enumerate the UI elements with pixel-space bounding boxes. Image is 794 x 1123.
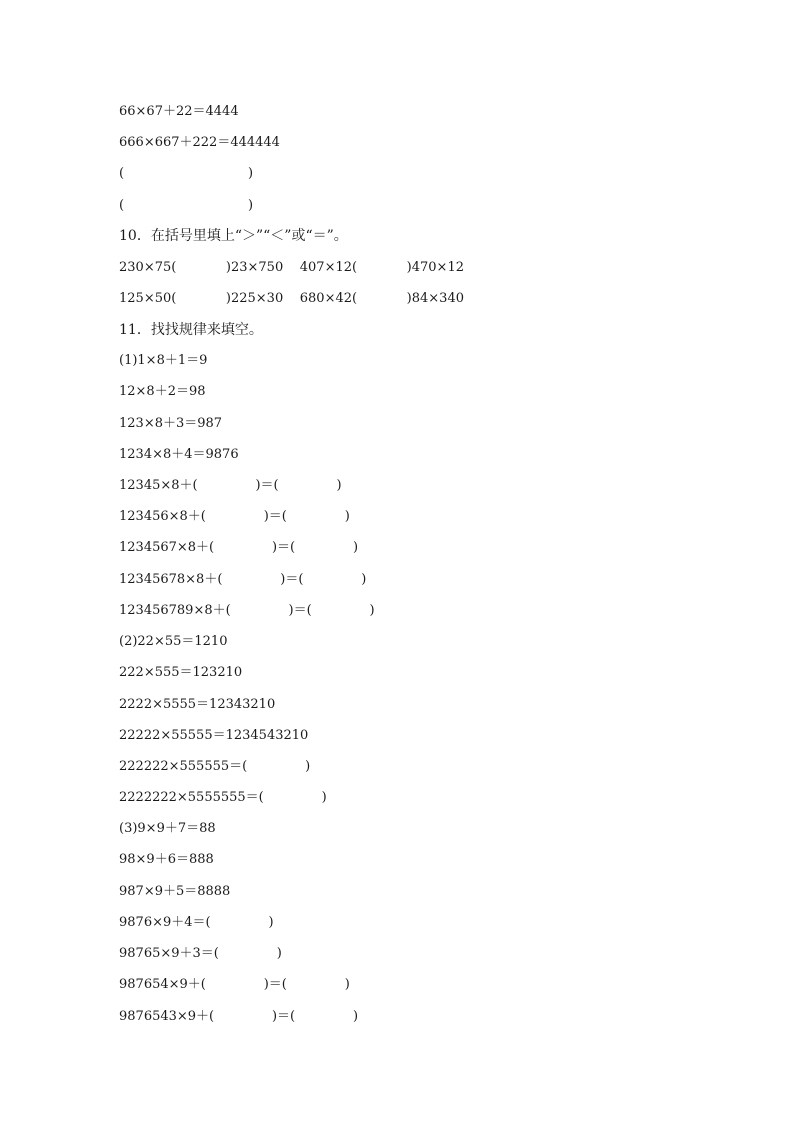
comparison-line[interactable]: 230×75( )23×750 407×12( )470×12	[119, 260, 464, 275]
pattern-2-line: 2222×5555＝12343210	[119, 697, 276, 712]
pattern-3-line: 98×9＋6＝888	[119, 852, 214, 867]
pattern-1-blank-line[interactable]: 123456789×8＋( )＝( )	[119, 603, 375, 618]
pattern-3-blank-line[interactable]: 98765×9＋3＝( )	[119, 946, 282, 961]
answer-blank-line[interactable]: ( )	[119, 166, 254, 181]
pattern-1-line: 1234×8＋4＝9876	[119, 447, 239, 462]
pattern-2-line: 22222×55555＝1234543210	[119, 728, 309, 743]
pattern-3-blank-line[interactable]: 9876×9＋4＝( )	[119, 915, 274, 930]
pattern-1-blank-line[interactable]: 12345×8＋( )＝( )	[119, 478, 342, 493]
equation-line: 66×67＋22＝4444	[119, 104, 239, 119]
pattern-1-line: (1)1×8＋1＝9	[119, 353, 208, 368]
answer-blank-line[interactable]: ( )	[119, 198, 254, 213]
pattern-1-blank-line[interactable]: 12345678×8＋( )＝( )	[119, 572, 367, 587]
pattern-1-blank-line[interactable]: 123456×8＋( )＝( )	[119, 509, 350, 524]
pattern-1-line: 123×8＋3＝987	[119, 416, 223, 431]
equation-line: 666×667＋222＝444444	[119, 135, 280, 150]
pattern-1-blank-line[interactable]: 1234567×8＋( )＝( )	[119, 540, 359, 555]
question-10-title: 10．在括号里填上“＞”“＜”或“＝”。	[119, 228, 348, 244]
pattern-1-line: 12×8＋2＝98	[119, 384, 206, 399]
pattern-2-line: (2)22×55＝1210	[119, 634, 228, 649]
pattern-3-blank-line[interactable]: 9876543×9＋( )＝( )	[119, 1009, 359, 1024]
pattern-2-blank-line[interactable]: 2222222×5555555＝( )	[119, 790, 327, 805]
question-11-title: 11．找找规律来填空。	[119, 322, 263, 338]
pattern-2-line: 222×555＝123210	[119, 665, 243, 680]
pattern-3-line: (3)9×9＋7＝88	[119, 821, 216, 836]
pattern-2-blank-line[interactable]: 222222×555555＝( )	[119, 759, 311, 774]
comparison-line[interactable]: 125×50( )225×30 680×42( )84×340	[119, 291, 464, 306]
pattern-3-blank-line[interactable]: 987654×9＋( )＝( )	[119, 977, 350, 992]
pattern-3-line: 987×9＋5＝8888	[119, 884, 231, 899]
